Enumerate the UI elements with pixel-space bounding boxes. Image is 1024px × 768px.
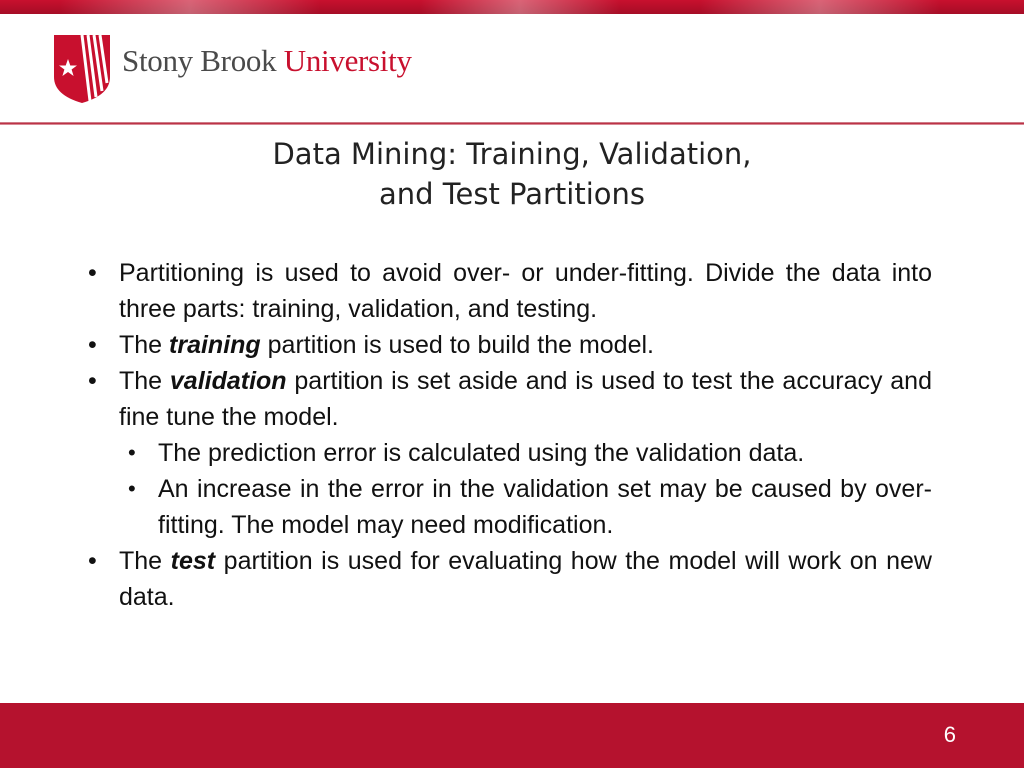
bullet-text-post: partition is used to build the model. — [260, 331, 654, 359]
bullet-dot: • — [88, 367, 97, 395]
slide-title — [0, 134, 1024, 214]
bullet-text-post: partition is set aside and is used to test the accuracy and fine tune the model. — [119, 367, 932, 431]
bullet-item — [86, 255, 932, 327]
bullet-item — [86, 327, 932, 363]
bullet-dot: • — [128, 440, 136, 465]
university-name — [122, 43, 412, 79]
bullet-emphasis: training — [169, 331, 261, 359]
bullet-item — [86, 543, 932, 615]
bullet-text-post: partition is used for evaluating how the model will work on new data. — [119, 547, 932, 611]
bullet-dot: • — [128, 476, 136, 501]
footer-bar — [0, 703, 1024, 768]
bullet-text: Partitioning is used to avoid over- or under-fitting. Divide the data into three parts: training, validation, and testing. — [119, 259, 932, 323]
header-divider — [0, 122, 1024, 125]
slide-title-line1: Data Mining: Training, Validation, — [272, 137, 752, 171]
university-name-part2: University — [283, 43, 412, 78]
bullet-item — [86, 363, 932, 435]
bullet-dot: • — [88, 259, 97, 287]
bullet-dot: • — [88, 331, 97, 359]
university-name-part1: Stony Brook — [122, 43, 277, 78]
bullet-text: The prediction error is calculated using the validation data. — [158, 439, 805, 467]
bullet-emphasis: validation — [169, 367, 287, 395]
bullet-emphasis: test — [170, 547, 216, 575]
slide-title-line2: and Test Partitions — [378, 177, 646, 211]
bullet-text-pre: The — [119, 331, 170, 359]
bullet-text-pre: The — [119, 367, 170, 395]
university-logo — [52, 33, 472, 105]
bullet-text-pre: The — [119, 547, 171, 575]
bullet-list — [86, 255, 932, 615]
bullet-dot: • — [88, 547, 97, 575]
sub-bullet-item — [86, 435, 932, 471]
top-stripe — [0, 0, 1024, 14]
page-number: 6 — [943, 722, 956, 747]
shield-logo-icon — [52, 33, 112, 105]
sub-bullet-item — [86, 471, 932, 543]
bullet-text: An increase in the error in the validation set may be caused by over-fitting. The model may need modification. — [158, 475, 932, 539]
